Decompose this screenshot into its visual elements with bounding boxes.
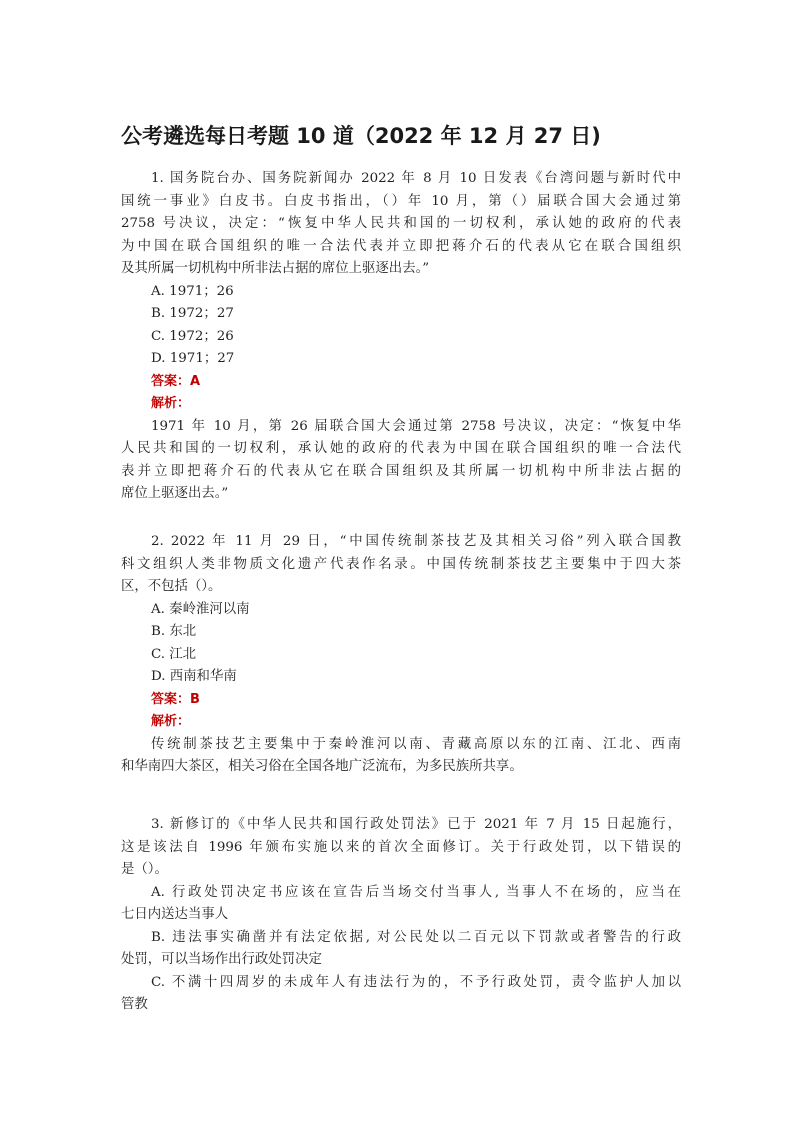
- question-3: [121, 814, 681, 1017]
- option-a-continued: 七日内送达当事人: [121, 907, 229, 922]
- option-b: B. 1972；27: [151, 306, 234, 321]
- question-stem-line: 为中国在联合国组织的唯一合法代表并立即把蒋介石的代表从它在联合国组织: [121, 238, 681, 254]
- option-d: D. 西南和华南: [151, 669, 237, 684]
- question-stem-line: 2758 号决议，决定：“恢复中华人民共和国的一切权利，承认她的政府的代表: [121, 216, 681, 231]
- question-stem-line: 区，不包括（）。: [121, 579, 222, 594]
- question-stem-line: 科文组织人类非物质文化遗产代表作名录。中国传统制茶技艺主要集中于四大茶: [121, 556, 681, 572]
- analysis-line: 1971 年 10 月，第 26 届联合国大会通过第 2758 号决议，决定：“恢复中华: [151, 418, 681, 434]
- option-c: C. 江北: [151, 646, 197, 662]
- option-c-continued: 管教: [121, 997, 148, 1012]
- option-c: C. 不满十四周岁的未成年人有违法行为的，不予行政处罚，责令监护人加以: [151, 974, 681, 990]
- option-a: A. 行政处罚决定书应该在宣告后当场交付当事人, 当事人不在场的，应当在: [151, 884, 681, 900]
- question-1: [121, 168, 681, 506]
- analysis-label: 解析：: [151, 396, 191, 411]
- question-stem-line: 国统一事业》白皮书。白皮书指出，（）年 10 月，第（）届联合国大会通过第: [121, 193, 681, 209]
- option-a: A. 1971；26: [151, 283, 234, 299]
- page-title: 公考遴选每日考题 10 道（2022 年 12 月 27 日): [121, 124, 601, 148]
- option-c: C. 1972；26: [151, 328, 234, 344]
- answer-label: 答案：B: [151, 691, 200, 707]
- analysis-line: 表并立即把蒋介石的代表从它在联合国组织及其所属一切机构中所非法占据的: [121, 463, 681, 479]
- analysis-line: 和华南四大茶区，相关习俗在全国各地广泛流布，为多民族所共享。: [121, 759, 523, 774]
- question-stem-line: 3. 新修订的《中华人民共和国行政处罚法》已于 2021 年 7 月 15 日起施行，: [151, 817, 681, 832]
- option-b-continued: 处罚，可以当场作出行政处罚决定: [121, 952, 322, 967]
- question-2: [121, 531, 681, 779]
- analysis-label: 解析：: [151, 714, 191, 729]
- analysis-line: 席位上驱逐出去。”: [121, 486, 229, 501]
- question-stem-line: 2. 2022 年 11 月 29 日，“中国传统制茶技艺及其相关习俗”列入联合国教: [151, 534, 681, 549]
- answer-label: 答案：A: [151, 373, 201, 389]
- analysis-line: 人民共和国的一切权利，承认她的政府的代表为中国在联合国组织的唯一合法代: [121, 441, 681, 456]
- question-stem-line: 是（）。: [121, 862, 168, 877]
- option-d: D. 1971；27: [151, 351, 235, 366]
- option-b: B. 违法事实确凿并有法定依据, 对公民处以二百元以下罚款或者警告的行政: [151, 929, 681, 945]
- question-stem-line: 这是该法自 1996 年颁布实施以来的首次全面修订。关于行政处罚，以下错误的: [121, 839, 681, 855]
- option-b: B. 东北: [151, 624, 197, 639]
- analysis-line: 传统制茶技艺主要集中于秦岭淮河以南、青藏高原以东的江南、江北、西南: [151, 736, 681, 752]
- question-stem-line: 1. 国务院台办、国务院新闻办 2022 年 8 月 10 日发表《台湾问题与新时代中: [151, 171, 681, 186]
- question-stem-line: 及其所属一切机构中所非法占据的席位上驱逐出去。”: [121, 261, 430, 276]
- option-a: A. 秦岭淮河以南: [151, 601, 250, 617]
